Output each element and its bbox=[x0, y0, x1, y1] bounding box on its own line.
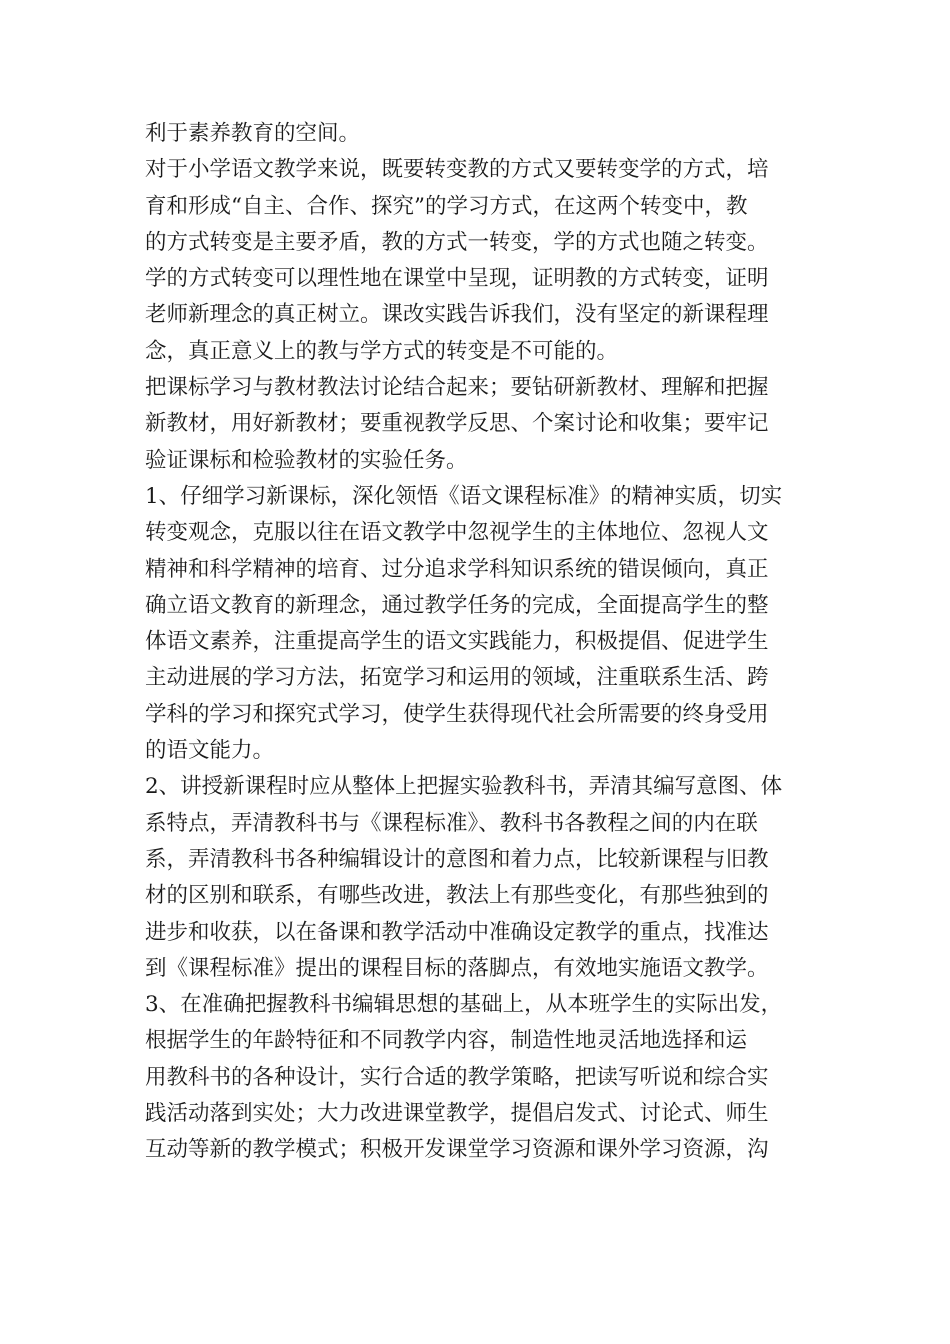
text-line: 的语文能力。 bbox=[145, 738, 275, 764]
text-line: 互动等新的教学模式；积极开发课堂学习资源和课外学习资源，沟 bbox=[145, 1137, 769, 1163]
text-line: 系，弄清教科书各种编辑设计的意图和着力点，比较新课程与旧教 bbox=[145, 846, 769, 872]
text-line: 进步和收获，以在备课和教学活动中准确设定教学的重点，找准达 bbox=[145, 919, 769, 945]
body-text bbox=[145, 116, 810, 1169]
text-line: 系特点，弄清教科书与《课程标准》、教科书各教程之间的内在联 bbox=[145, 810, 758, 836]
text-line: 2、讲授新课程时应从整体上把握实验教科书，弄清其编写意图、体 bbox=[145, 774, 783, 800]
text-line: 主动进展的学习方法，拓宽学习和运用的领域，注重联系生活、跨 bbox=[145, 665, 769, 691]
text-line: 念，真正意义上的教与学方式的转变是不可能的。 bbox=[145, 338, 619, 364]
text-line: 对于小学语文教学来说，既要转变教的方式又要转变学的方式，培 bbox=[145, 157, 769, 183]
text-line: 1、仔细学习新课标，深化领悟《语文课程标准》的精神实质，切实 bbox=[145, 483, 783, 509]
text-line: 根据学生的年龄特征和不同教学内容，制造性地灵活地选择和运 bbox=[145, 1028, 748, 1054]
text-line: 验证课标和检验教材的实验任务。 bbox=[145, 447, 468, 473]
text-line: 学科的学习和探究式学习，使学生获得现代社会所需要的终身受用 bbox=[145, 701, 769, 727]
text-line: 3、在准确把握教科书编辑思想的基础上，从本班学生的实际出发， bbox=[145, 992, 783, 1018]
text-line: 材的区别和联系，有哪些改进，教法上有那些变化，有那些独到的 bbox=[145, 883, 769, 909]
text-line: 精神和科学精神的培育、过分追求学科知识系统的错误倾向，真正 bbox=[145, 556, 769, 582]
text-line: 用教科书的各种设计，实行合适的教学策略，把读写听说和综合实 bbox=[145, 1064, 769, 1090]
text-line: 到《课程标准》提出的课程目标的落脚点，有效地实施语文教学。 bbox=[145, 955, 769, 981]
text-line: 转变观念，克服以往在语文教学中忽视学生的主体地位、忽视人文 bbox=[145, 520, 769, 546]
text-line: 新教材，用好新教材；要重视教学反思、个案讨论和收集；要牢记 bbox=[145, 411, 769, 437]
text-line: 把课标学习与教材教法讨论结合起来；要钻研新教材、理解和把握 bbox=[145, 375, 769, 401]
text-line: 践活动落到实处；大力改进课堂教学，提倡启发式、讨论式、师生 bbox=[145, 1101, 769, 1127]
text-line: 老师新理念的真正树立。课改实践告诉我们，没有坚定的新课程理 bbox=[145, 302, 769, 328]
text-line: 育和形成“自主、合作、探究”的学习方式，在这两个转变中，教 bbox=[145, 193, 748, 219]
text-line: 学的方式转变可以理性地在课堂中呈现，证明教的方式转变，证明 bbox=[145, 266, 769, 292]
text-line: 体语文素养，注重提高学生的语文实践能力，积极提倡、促进学生 bbox=[145, 629, 769, 655]
text-line: 确立语文教育的新理念，通过教学任务的完成，全面提高学生的整 bbox=[145, 592, 769, 618]
text-line: 的方式转变是主要矛盾，教的方式一转变，学的方式也随之转变。 bbox=[145, 229, 769, 255]
text-line: 利于素养教育的空间。 bbox=[145, 121, 361, 146]
